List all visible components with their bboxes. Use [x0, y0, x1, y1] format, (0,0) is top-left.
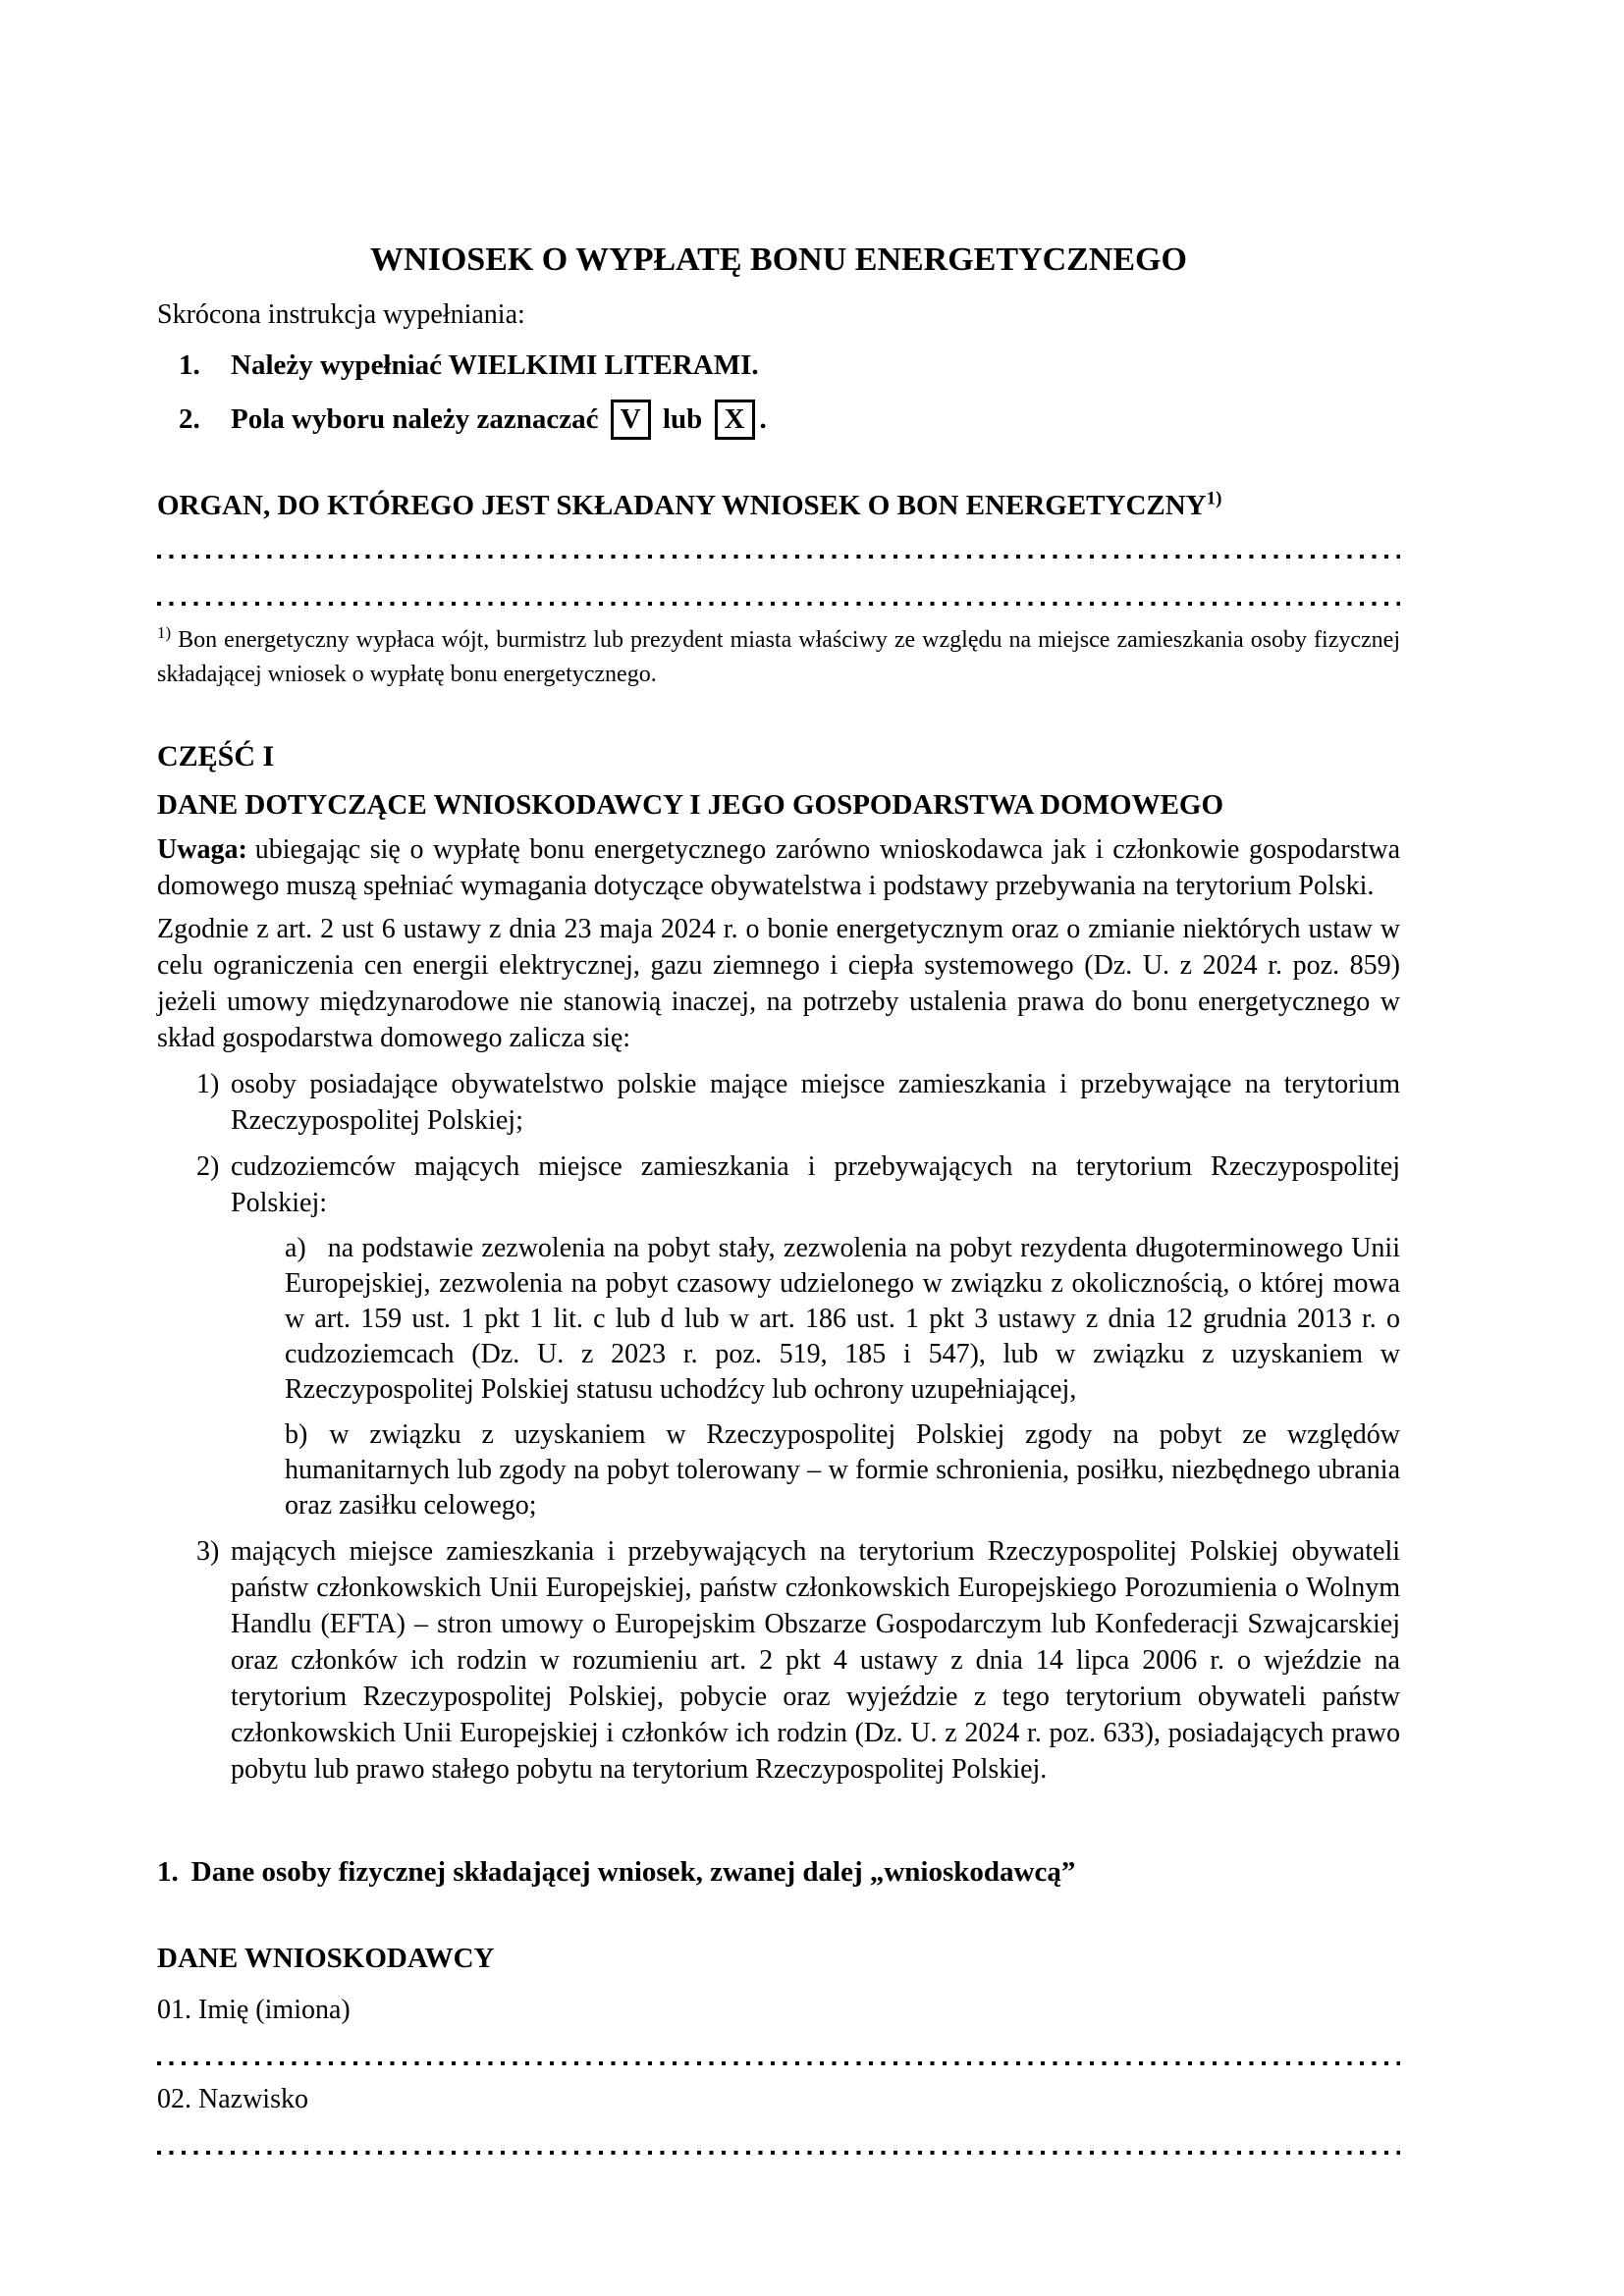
list-item-number: 1): [196, 1069, 220, 1099]
note-paragraph: [157, 831, 1400, 904]
fill-line-organ-1: [157, 555, 1400, 559]
section-number: 1.: [157, 1856, 179, 1888]
sub-list-item-number: b): [285, 1419, 308, 1450]
list-item-number: 3): [196, 1536, 220, 1567]
instruction-number: 2.: [179, 403, 200, 435]
field-label-02: 02. Nazwisko: [157, 2084, 308, 2114]
instruction-text: Należy wypełniać WIELKIMI LITERAMI.: [231, 349, 759, 381]
applicant-data-heading: DANE WNIOSKODAWCY: [157, 1943, 495, 1974]
organ-heading: [157, 486, 1400, 525]
sub-list-item-a: [157, 1231, 1400, 1408]
legal-intro-paragraph: Zgodnie z art. 2 ust 6 ustawy z dnia 23 maja 2024 r. o bonie energetycznym oraz o zmianie niektórych ustaw w celu ograniczenia cen energii elektrycznej, gazu ziemnego i ciepła systemowego (Dz. U. z 2024 r. poz. 859) jeżeli umowy międzynarodowe nie stanowią inaczej, na potrzeby ustalenia prawa do bonu energetycznego w skład gospodarstwa domowego zalicza się:: [157, 914, 1400, 1053]
organ-heading-text: ORGAN, DO KTÓREGO JEST SKŁADANY WNIOSEK O BON ENERGETYCZNY: [157, 490, 1207, 521]
list-item-number: 2): [196, 1151, 220, 1182]
instruction-text-prefix: Pola wyboru należy zaznaczać: [231, 403, 599, 435]
fill-line-organ-2: [157, 602, 1400, 606]
fill-line-field-02: [157, 2151, 1400, 2155]
instruction-number: 1.: [179, 349, 200, 381]
fill-line-field-01: [157, 2061, 1400, 2065]
sub-list-item-number: a): [285, 1233, 306, 1263]
list-item-text: osoby posiadające obywatelstwo polskie mające miejsce zamieszkania i przebywające na terytorium Rzeczypospolitej Polskiej;: [231, 1069, 1400, 1136]
sub-list-item-text: w związku z uzyskaniem w Rzeczypospolitej Polskiej zgody na pobyt ze względów humanitarnych lub zgody na pobyt tolerowany – w formie schronienia, posiłku, niezbędnego ubrania oraz zasiłku celowego;: [285, 1419, 1400, 1521]
note-label: Uwaga:: [157, 834, 247, 865]
note-text: ubiegając się o wypłatę bonu energetycznego zarówno wnioskodawca jak i członkowie gospodarstwa domowego muszą spełniać wymagania dotyczące obywatelstwa i podstawy przebywania na terytorium Polski.: [157, 834, 1400, 901]
sub-list-item-b: [157, 1417, 1400, 1523]
instruction-text-mid: lub: [662, 403, 703, 435]
list-item-text: mających miejsce zamieszkania i przebywających na terytorium Rzeczypospolitej Polskiej obywateli państw członkowskich Unii Europejskiej, państw członkowskich Europejskiego Porozumienia o Wolnym Handlu (EFTA) – stron umowy o Europejskim Obszarze Gospodarczym lub Konfederacji Szwajcarskiej oraz członków ich rodzin w rozumieniu art. 2 pkt 4 ustawy z dnia 14 lipca 2006 r. o wjeździe na terytorium Rzeczypospolitej Polskiej, pobycie oraz wyjeździe z tego terytorium obywateli państw członkowskich Unii Europejskiej i członków ich rodzin (Dz. U. z 2024 r. poz. 633), posiadających prawo pobytu lub prawo stałego pobytu na terytorium Rzeczypospolitej Polskiej.: [231, 1536, 1400, 1785]
household-list-item-3: [157, 1533, 1400, 1788]
document-title: WNIOSEK O WYPŁATĘ BONU ENERGETYCZNEGO: [370, 241, 1187, 278]
field-label-01: 01. Imię (imiona): [157, 1995, 351, 2025]
household-list-item-1: [157, 1066, 1400, 1139]
section-heading-text: Dane osoby fizycznej składającej wniosek, zwanej dalej „wnioskodawcą”: [190, 1856, 1076, 1888]
checkbox-v-symbol: V: [611, 400, 651, 440]
part-1-subheading: DANE DOTYCZĄCE WNIOSKODAWCY I JEGO GOSPODARSTWA DOMOWEGO: [157, 789, 1224, 821]
household-list-item-2: [157, 1148, 1400, 1221]
section-1-heading: [157, 1852, 1400, 1892]
footnote-text: Bon energetyczny wypłaca wójt, burmistrz lub prezydent miasta właściwy ze względu na miejsce zamieszkania osoby fizycznej składającej wniosek o wypłatę bonu energetycznego.: [157, 627, 1400, 687]
checkbox-x-symbol: X: [715, 400, 755, 440]
instruction-text-suffix: .: [759, 403, 767, 435]
footnote-marker: 1): [157, 623, 172, 642]
footnote-reference: 1): [1206, 488, 1222, 509]
list-item-text: cudzoziemców mających miejsce zamieszkania i przebywających na terytorium Rzeczypospolitej Polskiej:: [231, 1151, 1400, 1218]
sub-list-item-text: na podstawie zezwolenia na pobyt stały, zezwolenia na pobyt rezydenta długoterminowego Unii Europejskiej, zezwolenia na pobyt czasowy udzielonego w związku z okolicznością, o której mowa w art. 159 ust. 1 pkt 1 lit. c lub d lub w art. 186 ust. 1 pkt 3 ustawy z dnia 12 grudnia 2013 r. o cudzoziemcach (Dz. U. z 2023 r. poz. 519, 185 i 547), lub w związku z uzyskaniem w Rzeczypospolitej Polskiej statusu uchodźcy lub ochrony uzupełniającej,: [285, 1233, 1400, 1405]
footnote: [157, 623, 1400, 692]
instruction-item-2: [157, 398, 1400, 441]
instruction-item-1: [157, 344, 1400, 387]
part-1-heading: CZĘŚĆ I: [157, 740, 275, 773]
instructions-intro: Skrócona instrukcja wypełniania:: [157, 299, 525, 330]
